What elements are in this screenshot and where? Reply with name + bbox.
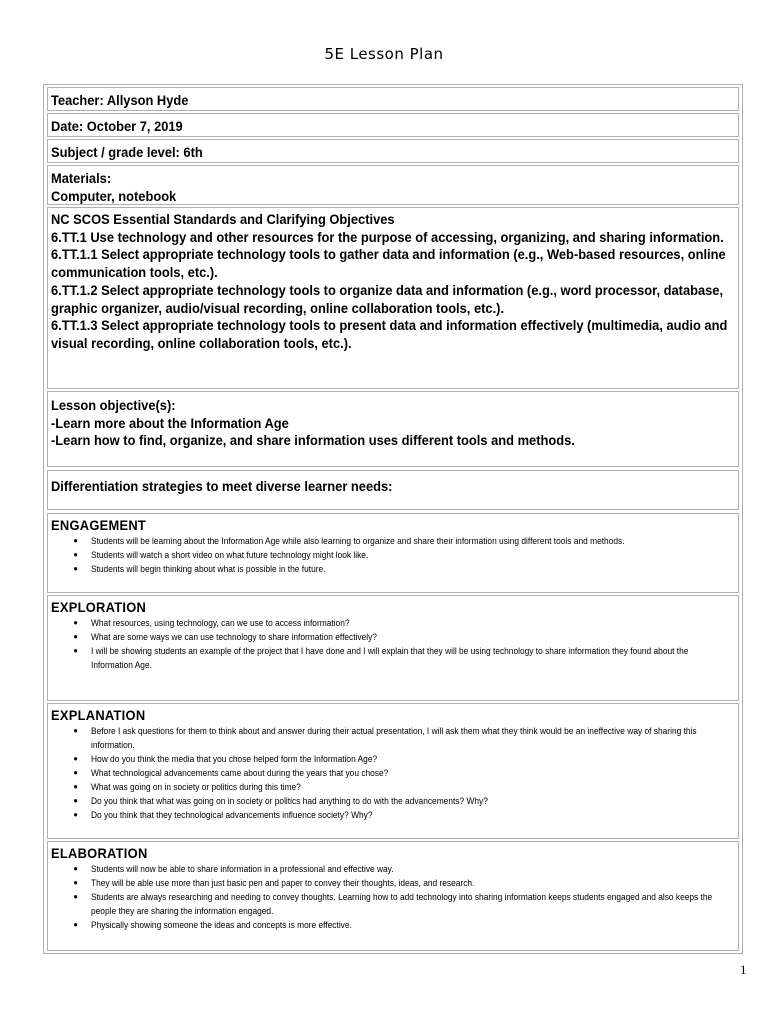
list-item: ● Physically showing someone the ideas and concepts is more effective. <box>73 920 352 930</box>
list-item: ● I will be showing students an example of the project that I have done and I will explain that they will be using technology to share information they found about the Information Age. <box>73 646 689 670</box>
differentiation-label: Differentiation strategies to meet diverse learner needs: <box>51 478 393 494</box>
elaboration-heading: ELABORATION <box>51 845 148 861</box>
exploration-list <box>51 616 735 672</box>
objectives-block <box>51 397 739 450</box>
objectives-heading: Lesson objective(s): <box>51 397 176 413</box>
standard-6tt13: 6.TT.1.3 Select appropriate technology tools to present data and information effectively (multimedia, audio and visual recording, online collaboration tools, etc.). <box>51 317 728 351</box>
engagement-heading: ENGAGEMENT <box>51 517 147 533</box>
list-item: ● Before I ask questions for them to think about and answer during their actual presentation, I will ask them what they think would be an ineffective way of sharing this information. <box>73 726 697 750</box>
bullet-icon: ● <box>73 754 78 763</box>
bullet-icon: ● <box>73 646 78 655</box>
explanation-heading: EXPLANATION <box>51 707 146 723</box>
bullet-icon: ● <box>73 632 78 641</box>
standard-6tt11: 6.TT.1.1 Select appropriate technology tools to gather data and information (e.g., Web-based resources, online communication tools, etc.). <box>51 246 726 281</box>
subject-cell <box>47 139 739 163</box>
bullet-icon: ● <box>73 536 78 545</box>
lesson-plan-table <box>43 84 743 954</box>
list-item: ● Students will now be able to share information in a professional and effective way. <box>73 864 394 874</box>
list-item: ● Do you think that what was going on in society or politics had anything to do with the advancements? Why? <box>73 796 488 806</box>
bullet-icon: ● <box>73 892 78 901</box>
page-title: 5E Lesson Plan <box>324 45 444 63</box>
explanation-cell <box>47 703 739 839</box>
bullet-icon: ● <box>73 550 78 559</box>
list-item: ● Students will watch a short video on what future technology might look like. <box>73 550 369 560</box>
page-number: 1 <box>740 962 747 977</box>
list-item: ● What resources, using technology, can we use to access information? <box>73 618 350 628</box>
bullet-icon: ● <box>73 920 78 929</box>
differentiation-cell <box>47 470 739 510</box>
standards-cell <box>47 207 739 389</box>
teacher-cell <box>47 87 739 111</box>
bullet-icon: ● <box>73 782 78 791</box>
date-label: Date: October 7, 2019 <box>51 118 183 134</box>
exploration-heading: EXPLORATION <box>51 599 147 615</box>
date-cell <box>47 113 739 137</box>
materials-value: Computer, notebook <box>51 188 177 204</box>
bullet-icon: ● <box>73 726 78 735</box>
exploration-cell <box>47 595 739 701</box>
materials-cell <box>47 165 739 205</box>
explanation-list <box>51 724 735 822</box>
bullet-icon: ● <box>73 564 78 573</box>
engagement-list <box>51 534 735 576</box>
bullet-icon: ● <box>73 618 78 627</box>
standard-6tt12: 6.TT.1.2 Select appropriate technology tools to organize data and information (e.g., word processor, database, graphic organizer, audio/visual recording, online collaboration tools, etc.). <box>51 281 724 316</box>
bullet-icon: ● <box>73 768 78 777</box>
subject-label: Subject / grade level: 6th <box>51 144 203 160</box>
list-item: ● Students are always researching and needing to convey thoughts. Learning how to add technology into sharing information keeps students engaged and also keeps the people they are sharing the information engaged. <box>73 892 713 916</box>
objective-item: -Learn more about the Information Age <box>51 414 289 431</box>
standard-6tt1: 6.TT.1 Use technology and other resources for the purpose of accessing, organizing, and sharing information. <box>51 228 724 245</box>
standards-heading: NC SCOS Essential Standards and Clarifying Objectives <box>51 211 395 227</box>
list-item: ● Students will be learning about the Information Age while also learning to organize and share their information using different tools and methods. <box>73 536 625 546</box>
objectives-cell <box>47 391 739 467</box>
bullet-icon: ● <box>73 810 78 819</box>
list-item: ● Students will begin thinking about what is possible in the future. <box>73 564 326 574</box>
list-item: ● Do you think that they technological advancements influence society? Why? <box>73 810 373 820</box>
elaboration-list <box>51 862 735 932</box>
bullet-icon: ● <box>73 878 78 887</box>
materials-heading: Materials: <box>51 170 112 186</box>
bullet-icon: ● <box>73 796 78 805</box>
list-item: ● How do you think the media that you chose helped form the Information Age? <box>73 754 378 764</box>
list-item: ● What was going on in society or politics during this time? <box>73 782 301 792</box>
bullet-icon: ● <box>73 864 78 873</box>
standards-block <box>51 211 739 353</box>
list-item: ● They will be able use more than just basic pen and paper to convey their thoughts, ideas, and research. <box>73 878 475 888</box>
engagement-cell <box>47 513 739 593</box>
list-item: ● What technological advancements came about during the years that you chose? <box>73 768 389 778</box>
elaboration-cell <box>47 841 739 951</box>
teacher-label: Teacher: Allyson Hyde <box>51 92 189 108</box>
list-item: ● What are some ways we can use technology to share information effectively? <box>73 632 377 642</box>
objective-item: -Learn how to find, organize, and share information uses different tools and methods. <box>51 432 575 448</box>
